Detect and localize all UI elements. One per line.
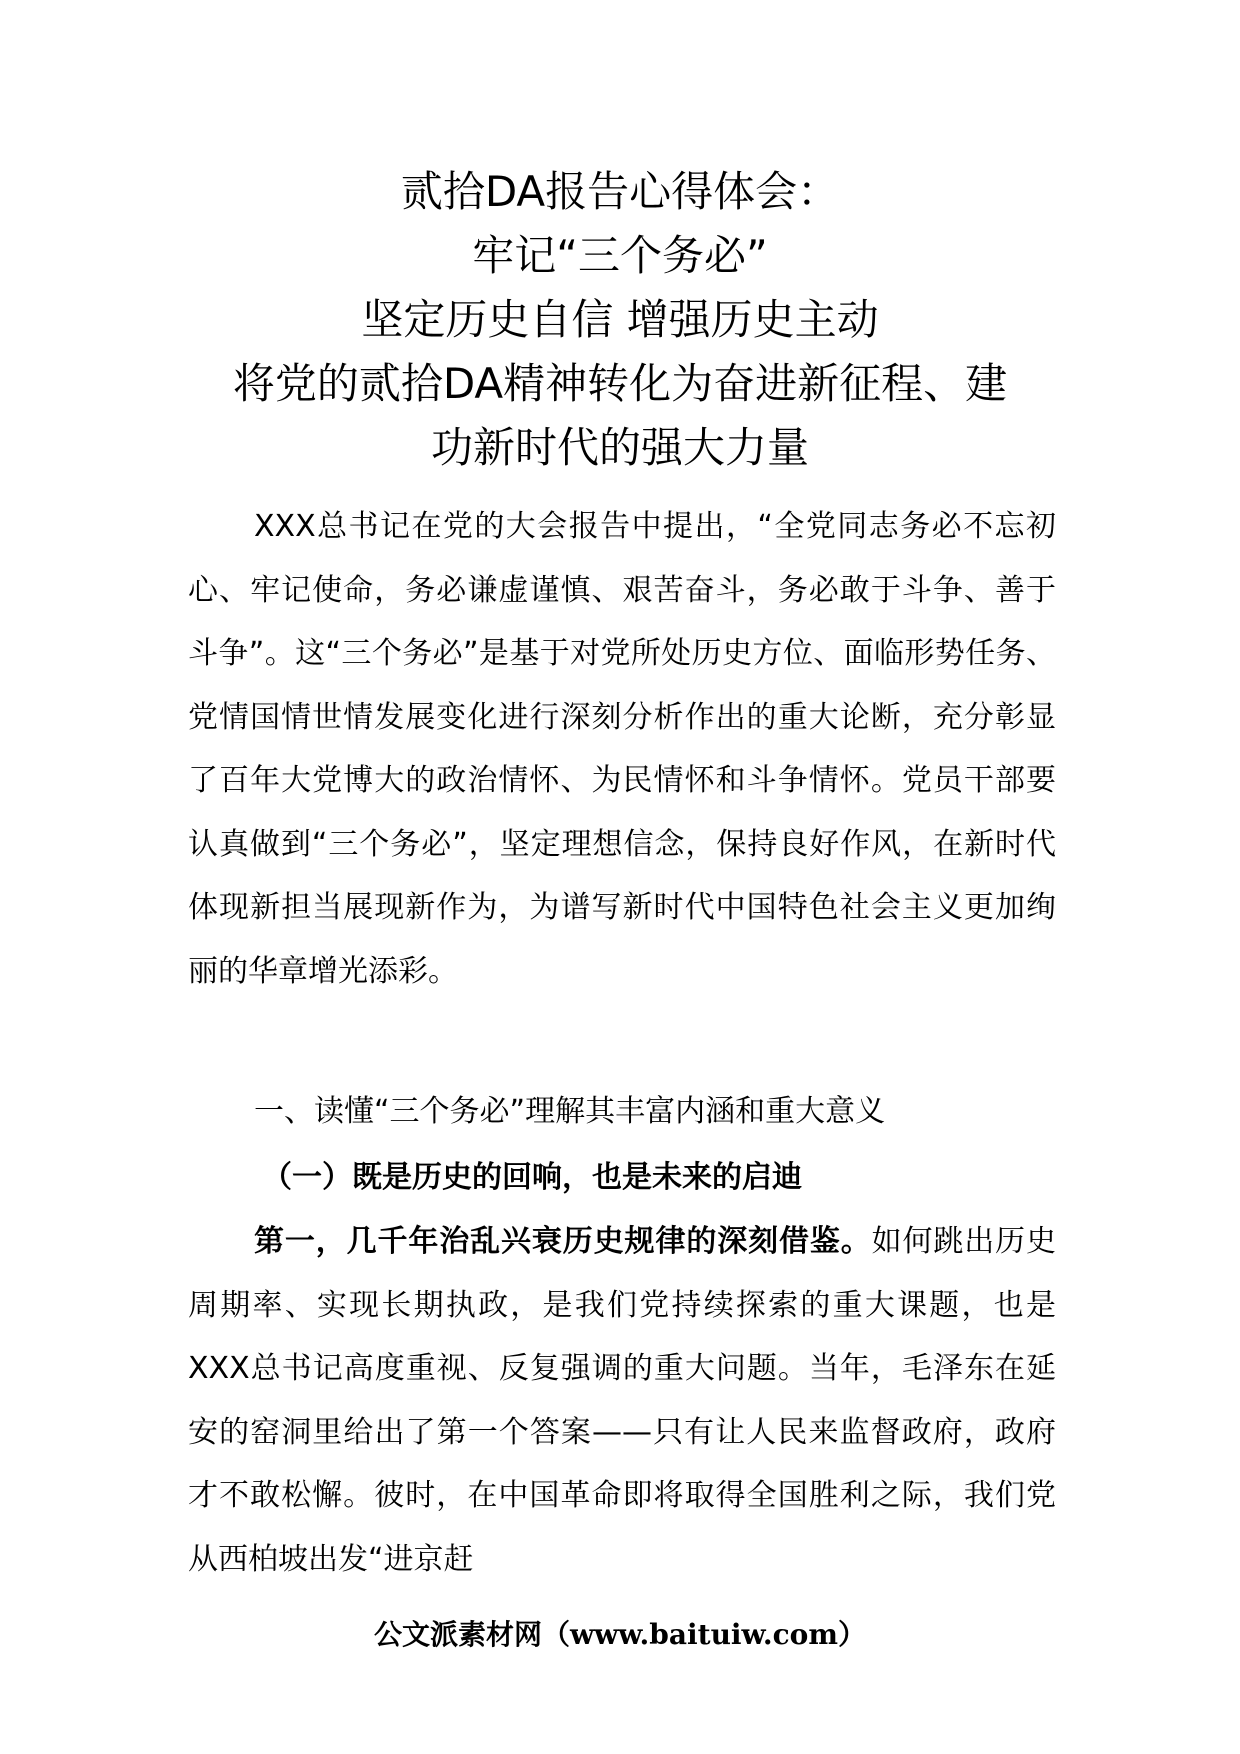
footer-source-link[interactable]: 公文派素材网（www.baituiw.com）: [374, 1618, 866, 1651]
section-heading: 一、读懂“三个务必”理解其丰富内涵和重大意义: [254, 1094, 886, 1129]
title-line-2: 牢记“三个务必”: [472, 231, 768, 280]
title-line-4: 将党的贰拾DA精神转化为奋进新征程、建: [232, 359, 1008, 408]
title-line-1: 贰拾DA报告心得体会：: [400, 167, 840, 216]
title-line-5: 功新时代的强大力量: [430, 423, 809, 472]
document-title: [150, 160, 1090, 480]
intro-paragraph: XXX总书记在党的大会报告中提出，“全党同志务必不忘初心、牢记使命，务必谦虚谨慎、艰苦奋斗，务必敢于斗争、善于斗争”。这“三个务必”是基于对党所处历史方位、面临形势任务、党情国情世情发展变化进行深刻分析作出的重大论断，充分彰显了百年大党博大的政治情怀、为民情怀和斗争情怀。党员干部要认真做到“三个务必”，坚定理想信念，保持良好作风，在新时代体现新担当展现新作为，为谱写新时代中国特色社会主义更加绚丽的华章增光添彩。: [188, 509, 1056, 989]
title-line-3: 坚定历史自信 增强历史主动: [361, 295, 879, 344]
point-paragraph: [188, 1210, 1056, 1591]
point-body-text: 如何跳出历史周期率、实现长期执政，是我们党持续探索的重大课题，也是XXX总书记高度重视、反复强调的重大问题。当年，毛泽东在延安的窑洞里给出了第一个答案——只有让人民来监督政府，政府才不敢松懈。彼时，在中国革命即将取得全国胜利之际，我们党从西柏坡出发“进京赶: [188, 1224, 1057, 1577]
subsection-heading: （一）既是历史的回响，也是未来的启迪: [262, 1160, 802, 1195]
point-lead-sentence: 第一，几千年治乱兴衰历史规律的深刻借鉴。: [254, 1224, 872, 1259]
